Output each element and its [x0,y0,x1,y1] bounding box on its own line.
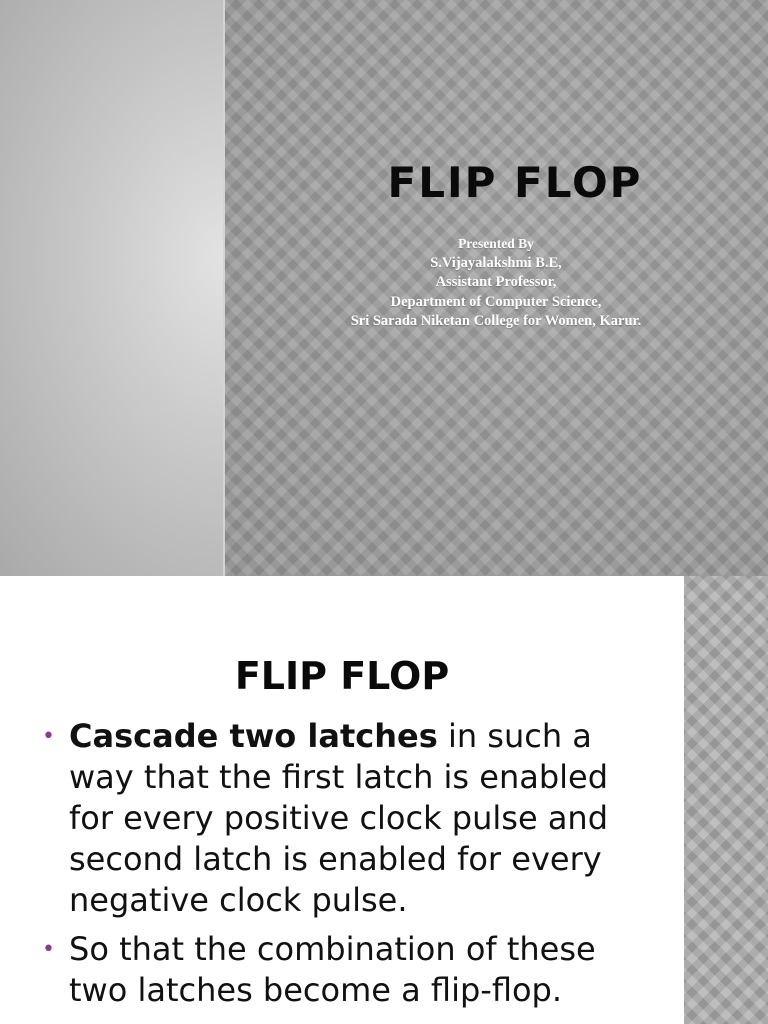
list-item [42,929,642,1011]
content-slide-heading: FLIP FLOP [234,654,450,698]
bullet-icon: • [42,724,55,749]
title-slide-heading: FLIP FLOP [387,158,643,207]
list-item [42,716,642,921]
bullet-text [69,930,596,1009]
presenter-college: Sri Sarada Niketan College for Women, Karur. [350,313,642,329]
bullet-icon: • [42,937,55,962]
bullet-body-text: So that the combination of these two latches become a flip-flop. [69,930,596,1009]
presented-by-label: Presented By [458,236,534,251]
bullet-text [69,717,608,919]
content-slide-pattern-strip [684,576,768,1024]
presenter-info [296,234,696,332]
presenter-department: Department of Computer Science, [390,293,602,310]
presenter-name: S.Vijayalakshmi B.E, [430,254,562,271]
bullet-bold-text: Cascade two latches [69,717,438,755]
content-slide [0,576,768,1024]
bullet-list [42,716,642,1019]
bullet-body-text: in such a way that the first latch is enabled for every positive clock pulse and second latch is enabled for every negative clock pulse. [69,717,609,919]
presenter-role: Assistant Professor, [435,274,557,290]
title-slide-left-panel [0,0,223,576]
